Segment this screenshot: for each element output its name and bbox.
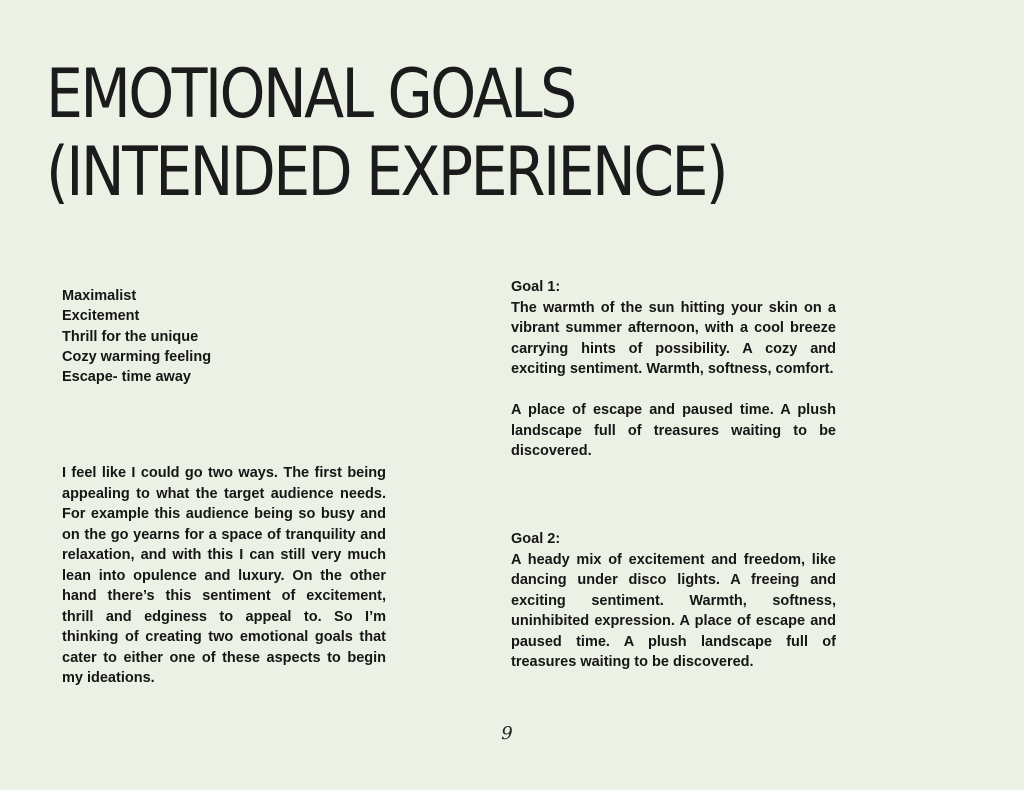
goal-2-heading: Goal 2: — [511, 531, 561, 547]
goal-1-heading: Goal 1: — [511, 279, 561, 295]
keyword-item: Thrill for the unique — [62, 328, 199, 345]
goal-1-paragraph-2: A place of escape and paused time. A plush landscape full of treasures waiting to be discovered. — [511, 402, 836, 459]
title-line-1: EMOTIONAL GOALS — [46, 55, 575, 134]
keyword-item: Escape- time away — [62, 369, 191, 386]
goal-1-section — [511, 277, 836, 462]
keyword-list — [62, 286, 302, 387]
goal-1-paragraph-1: The warmth of the sun hitting your skin on a vibrant summer afternoon, with a cool breeze carrying hints of possibility. A cozy and exciting sentiment. Warmth, softness, comfort. — [511, 299, 836, 377]
intro-paragraph: I feel like I could go two ways. The first being appealing to what the target audience needs. For example this audience being so busy and on the go yearns for a space of tranquility and relaxation, and with this I can still very much lean into opulence and luxury. On the other hand there’s this sentiment of excitement, thrill and edginess to appeal to. So I’m thinking of creating two emotional goals that cater to either one of these aspects to begin my ideations. — [62, 465, 386, 686]
title-line-2: (INTENDED EXPERIENCE) — [46, 133, 727, 212]
page-number: 9 — [501, 723, 513, 744]
keyword-item: Maximalist — [62, 288, 137, 304]
goal-2-paragraph-1: A heady mix of excitement and freedom, like dancing under disco lights. A freeing and exciting sentiment. Warmth, softness, uninhibited expression. A place of escape and paused time. A plush landscape full of treasures waiting to be discovered. — [511, 551, 836, 670]
keyword-item: Excitement — [62, 308, 140, 325]
page-title — [46, 56, 726, 212]
keyword-item: Cozy warming feeling — [62, 348, 212, 365]
goal-2-section — [511, 529, 836, 673]
